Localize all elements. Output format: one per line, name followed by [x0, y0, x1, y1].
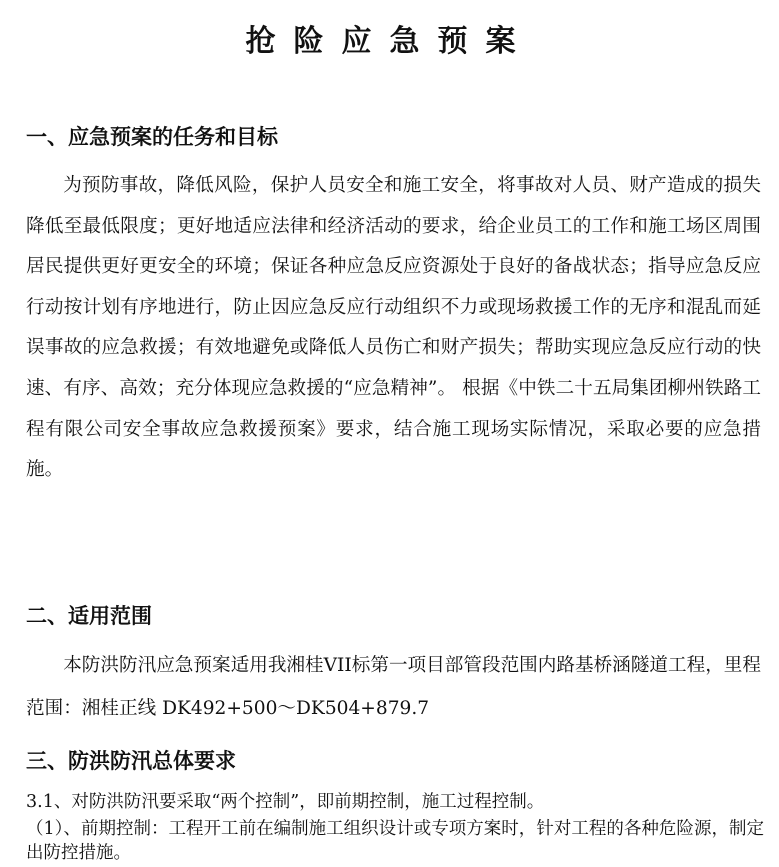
section-heading-3: 三、防洪防汛总体要求 — [26, 749, 236, 773]
section-3-item-1: 3.1、对防洪防汛要采取“两个控制”，即前期控制，施工过程控制。 — [26, 792, 545, 812]
section-heading-2: 二、适用范围 — [26, 604, 152, 628]
section-body-1: 为预防事故，降低风险，保护人员安全和施工安全，将事故对人员、财产造成的损失降低至最低限度；更好地适应法律和经济活动的要求，给企业员工的工作和施工场区周围居民提供更好更安全的环境；保证各种应急反应资源处于良好的备战状态；指导应急反应行动按计划有序地进行，防止因应急反应行动组织不力或现场救援工作的无序和混乱而延误事故的应急救援；有效地避免或降低人员伤亡和财产损失；帮助实现应急反应行动的快速、有序、高效；充分体现应急救援的“应急精神”。 根据《中铁二十五局集团柳州铁路工程有限公司安全事故应急救援预案》要求，结合施工现场实际情况，采取必要的应急措施。 — [26, 175, 761, 481]
section-body-2: 本防洪防汛应急预案适用我湘桂VII标第一项目部管段范围内路基桥涵隧道工程，里程范围：湘桂正线 DK492+500～DK504+879.7 — [26, 655, 761, 719]
section-heading-1: 一、应急预案的任务和目标 — [26, 125, 278, 149]
document-title: 抢险应急预案 — [245, 24, 534, 59]
section-3-item-2: （1）、前期控制：工程开工前在编制施工组织设计或专项方案时，针对工程的各种危险源，制定出防控措施。 — [26, 819, 764, 863]
